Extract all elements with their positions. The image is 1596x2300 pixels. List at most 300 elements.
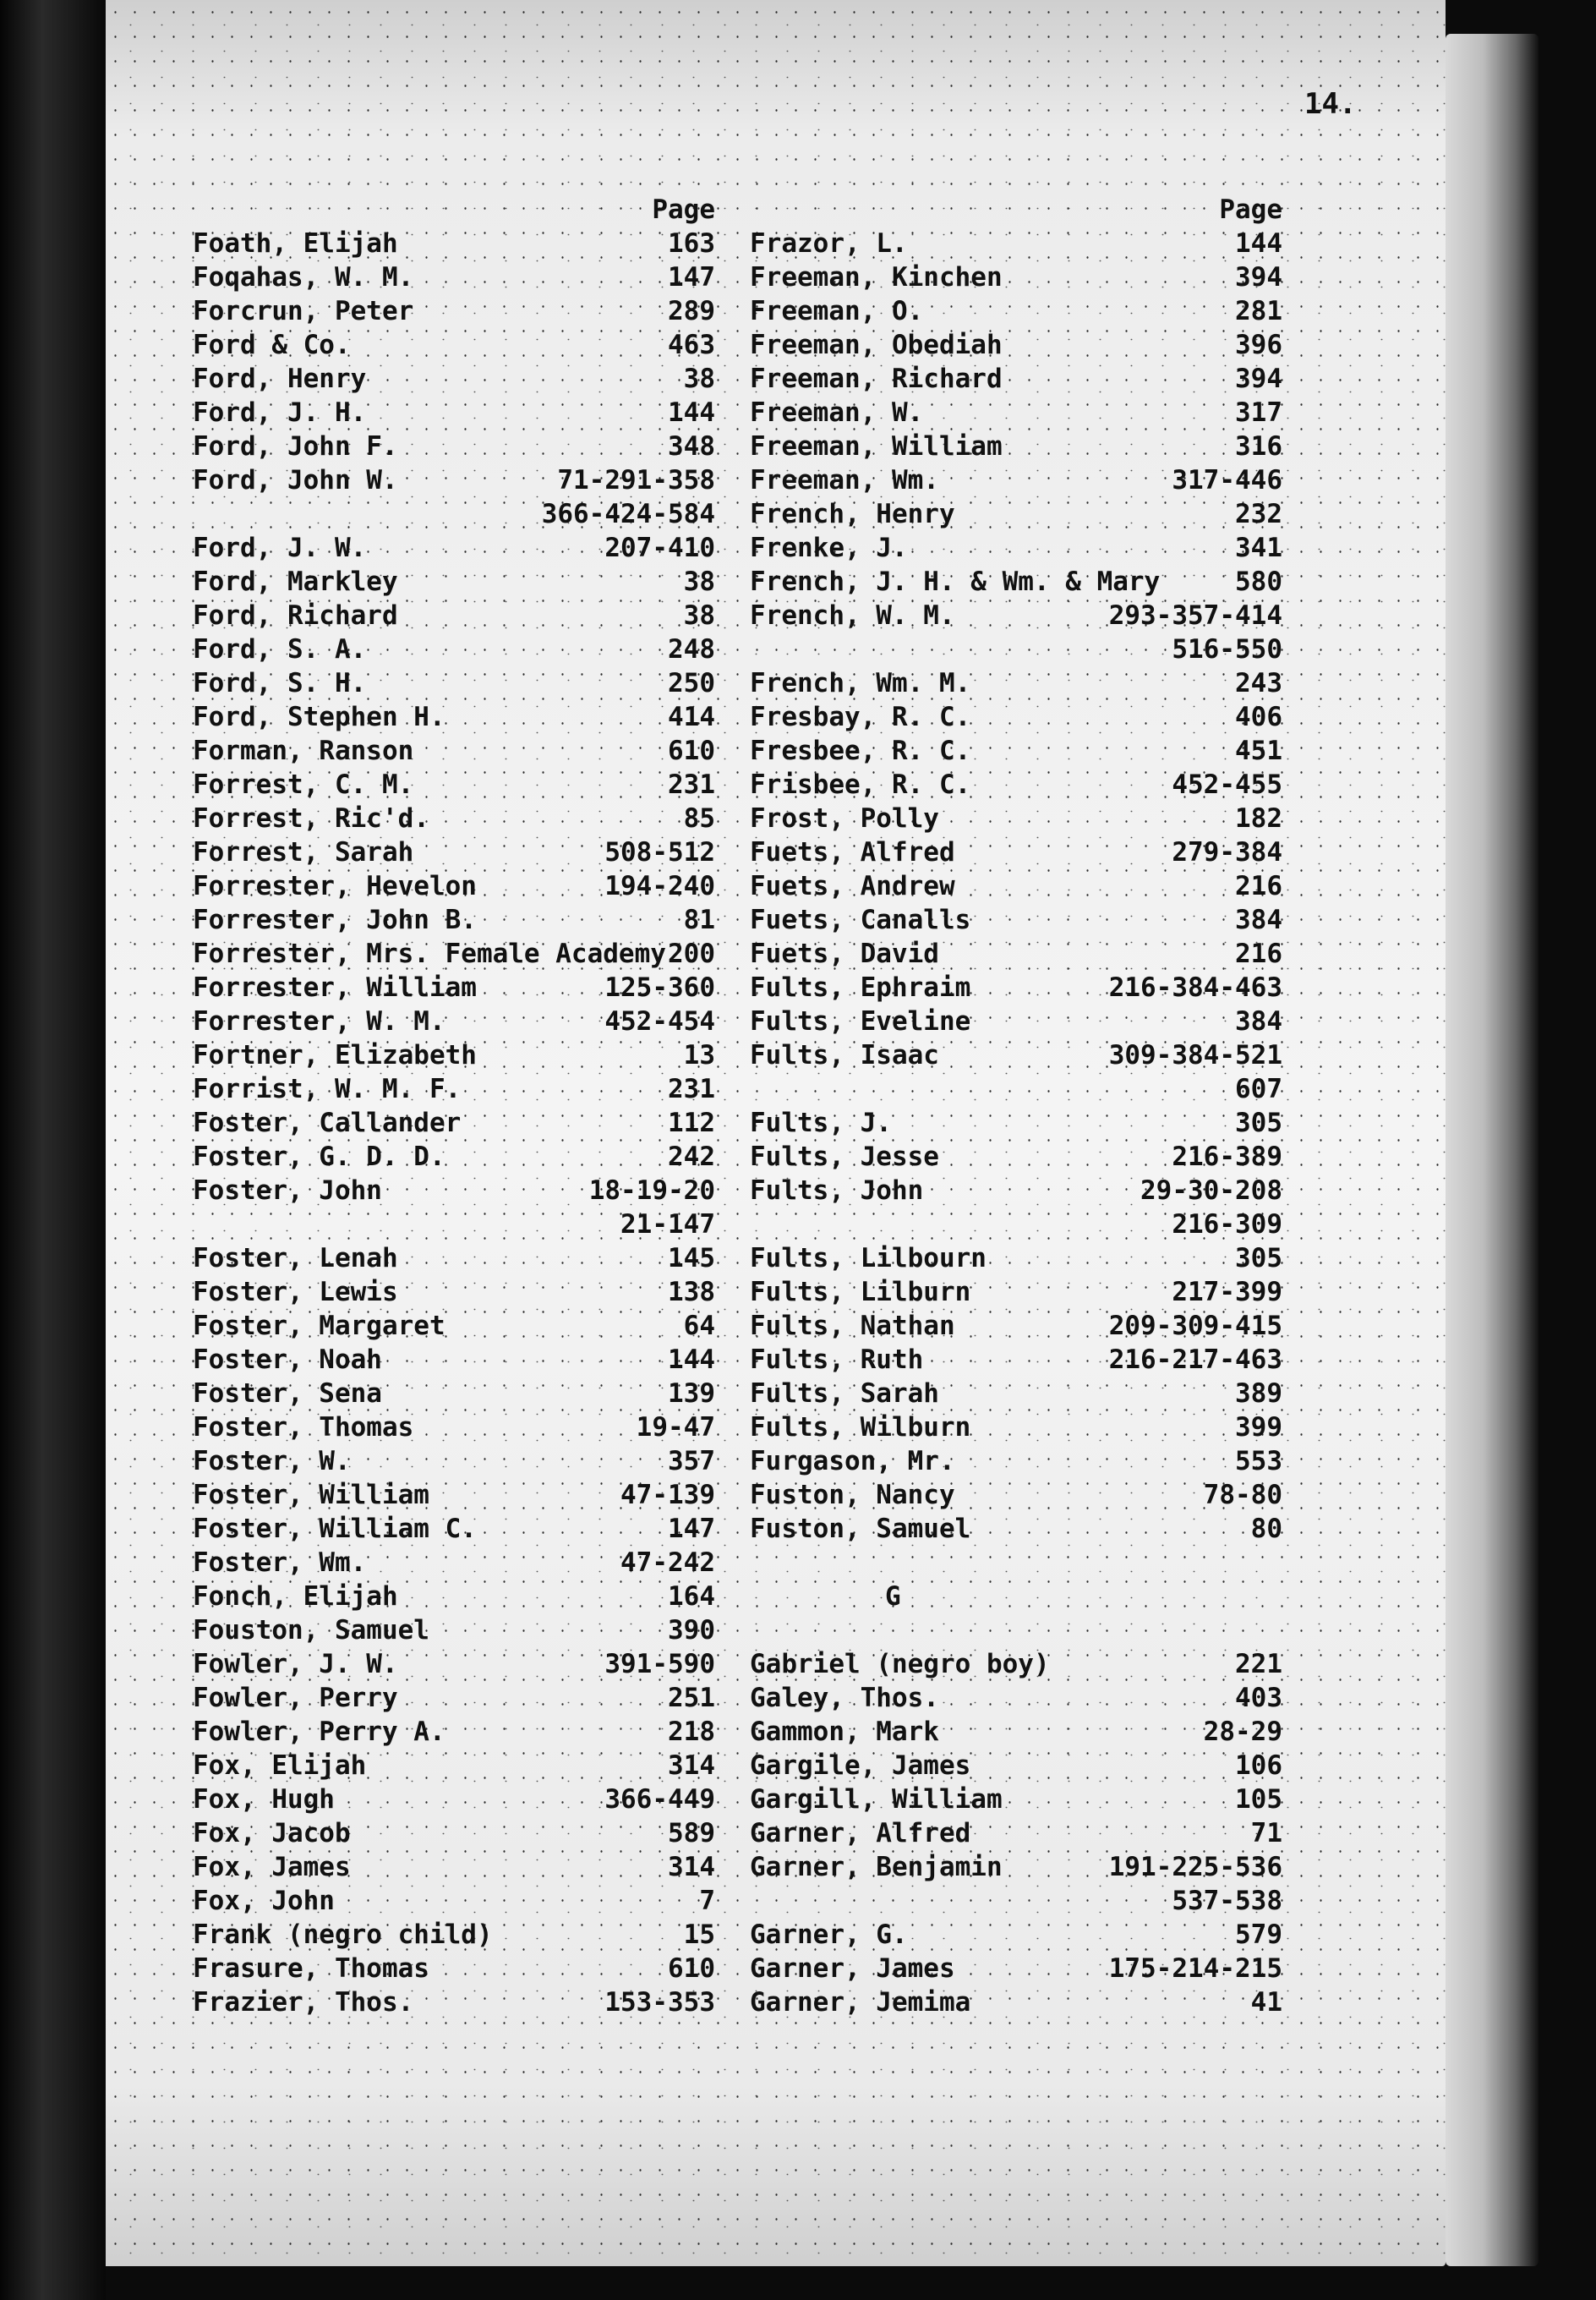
index-entry (193, 1985, 715, 2019)
entry-pages: 7 (699, 1886, 715, 1916)
index-entry (193, 1816, 715, 1850)
index-entry (750, 1816, 1282, 1850)
index-entry (193, 903, 715, 937)
index-entry (193, 1580, 715, 1613)
entry-pages: 194-240 (604, 871, 715, 901)
entry-pages: 396 (1235, 330, 1282, 360)
entry-pages: 391-590 (604, 1649, 715, 1679)
entry-name: Freeman, Wm. (750, 465, 939, 496)
entry-pages: 47-242 (620, 1547, 715, 1578)
entry-name: Fults, Wilburn (750, 1412, 971, 1443)
entry-name: Fuston, Samuel (750, 1514, 971, 1544)
index-entry (193, 1038, 715, 1072)
index-entry (750, 430, 1282, 463)
entry-pages: 138 (668, 1277, 715, 1307)
entry-pages: 607 (1235, 1074, 1282, 1104)
entry-pages: 106 (1235, 1750, 1282, 1781)
entry-name: Fuets, David (750, 939, 939, 969)
index-entry (193, 1275, 715, 1309)
entry-pages: 589 (668, 1818, 715, 1848)
entry-pages: 232 (1235, 499, 1282, 529)
entry-pages: 394 (1235, 364, 1282, 394)
entry-name: Fuets, Andrew (750, 871, 955, 901)
index-entry (193, 396, 715, 430)
entry-name: Fults, Lilburn (750, 1277, 971, 1307)
section-letter: G (885, 1581, 901, 1612)
index-entry (750, 328, 1282, 362)
index-entry (750, 1444, 1282, 1478)
index-entry (750, 666, 1282, 700)
entry-pages: 279-384 (1172, 837, 1282, 868)
index-entry (750, 260, 1282, 294)
index-entry (193, 937, 715, 971)
index-entry (750, 835, 1282, 869)
index-entry (193, 294, 715, 328)
entry-pages: 231 (668, 1074, 715, 1104)
entry-pages: 125-360 (604, 972, 715, 1003)
index-entry (193, 1174, 715, 1208)
entry-name: Fults, Nathan (750, 1311, 955, 1341)
index-entry (750, 1952, 1282, 1985)
entry-pages: 71-291-358 (557, 465, 715, 496)
entry-name: Gabriel (negro boy) (750, 1649, 1050, 1679)
index-entry (193, 1140, 715, 1174)
index-entry (750, 903, 1282, 937)
entry-pages: 242 (668, 1142, 715, 1172)
index-entry (193, 632, 715, 666)
index-entry (750, 1275, 1282, 1309)
entry-name: Frenke, J. (750, 533, 908, 563)
entry-pages: 452-454 (604, 1006, 715, 1037)
entry-name: Foster, Callander (193, 1108, 462, 1138)
entry-pages: 200 (668, 939, 715, 969)
entry-pages: 309-384-521 (1108, 1040, 1282, 1071)
entry-name: Frasure, Thomas (193, 1953, 429, 1984)
entry-name: Fults, J. (750, 1108, 892, 1138)
index-entry (750, 971, 1282, 1005)
entry-pages: 38 (683, 567, 715, 597)
index-entry (750, 1309, 1282, 1343)
index-entry (750, 1174, 1282, 1208)
entry-pages: 341 (1235, 533, 1282, 563)
entry-pages: 209-309-415 (1108, 1311, 1282, 1341)
index-entry (193, 768, 715, 802)
entry-pages: 216-384-463 (1108, 972, 1282, 1003)
entry-pages: 81 (683, 905, 715, 935)
entry-pages: 105 (1235, 1784, 1282, 1815)
index-entry (193, 328, 715, 362)
entry-pages: 71 (1250, 1818, 1282, 1848)
entry-pages: 305 (1235, 1108, 1282, 1138)
section-letter-row (750, 1580, 1282, 1613)
entry-pages: 610 (668, 1953, 715, 1984)
index-entry (750, 1681, 1282, 1715)
entry-name: Garner, Alfred (750, 1818, 971, 1848)
index-entry (193, 497, 715, 531)
index-entry (750, 1749, 1282, 1782)
entry-name: Ford, John W. (193, 465, 398, 496)
entry-pages: 537-538 (1172, 1886, 1282, 1916)
entry-name: French, Wm. M. (750, 668, 971, 698)
index-entry (193, 666, 715, 700)
entry-name: Forman, Ranson (193, 736, 414, 766)
index-entry (750, 1715, 1282, 1749)
entry-pages: 251 (668, 1683, 715, 1713)
entry-name: Fresbay, R. C. (750, 702, 971, 732)
index-entry (193, 1410, 715, 1444)
entry-pages: 85 (683, 803, 715, 834)
entry-pages: 144 (668, 397, 715, 428)
entry-pages: 139 (668, 1378, 715, 1409)
index-column-left (193, 193, 715, 2019)
index-entry (193, 1918, 715, 1952)
index-entry (193, 1377, 715, 1410)
entry-name: Fowler, Perry (193, 1683, 398, 1713)
index-entry (193, 1478, 715, 1512)
index-entry (193, 1613, 715, 1647)
entry-name: Ford & Co. (193, 330, 351, 360)
entry-name: Fults, Ephraim (750, 972, 971, 1003)
index-entry (750, 1410, 1282, 1444)
entry-name: Forrester, John B. (193, 905, 477, 935)
entry-pages: 29-30-208 (1140, 1175, 1282, 1206)
index-entry (750, 1005, 1282, 1038)
entry-pages: 403 (1235, 1683, 1282, 1713)
index-entry (193, 1005, 715, 1038)
entry-pages: 357 (668, 1446, 715, 1476)
entry-name: Fults, Lilbourn (750, 1243, 987, 1273)
index-entry (193, 362, 715, 396)
page-column-header: Page (652, 194, 715, 225)
entry-pages: 243 (1235, 668, 1282, 698)
entry-name: Fonch, Elijah (193, 1581, 398, 1612)
entry-name: Foath, Elijah (193, 228, 398, 259)
entry-name: Freeman, Kinchen (750, 262, 1003, 293)
index-entry (193, 1850, 715, 1884)
entry-name: Ford, Richard (193, 600, 398, 631)
entry-pages: 553 (1235, 1446, 1282, 1476)
entry-name: Frost, Polly (750, 803, 939, 834)
entry-name: Freeman, Obediah (750, 330, 1003, 360)
index-entry (193, 835, 715, 869)
entry-name: Fox, Elijah (193, 1750, 367, 1781)
entry-name: Gargill, William (750, 1784, 1003, 1815)
entry-pages: 366-424-584 (541, 499, 715, 529)
index-entries (750, 227, 1282, 2019)
entry-pages: 175-214-215 (1108, 1953, 1282, 1984)
index-entry (750, 1208, 1282, 1241)
entry-name: Frazier, Thos. (193, 1987, 414, 2018)
entry-name: Gargile, James (750, 1750, 971, 1781)
index-entry (193, 1309, 715, 1343)
entry-pages: 38 (683, 600, 715, 631)
index-entry (750, 1985, 1282, 2019)
entry-name: French, Henry (750, 499, 955, 529)
entry-name: Frazor, L. (750, 228, 908, 259)
entry-name: Foster, John (193, 1175, 382, 1206)
entry-pages: 13 (683, 1040, 715, 1071)
entry-name: Fox, Jacob (193, 1818, 351, 1848)
entry-pages: 289 (668, 296, 715, 326)
index-entry (750, 294, 1282, 328)
entry-name: Fresbee, R. C. (750, 736, 971, 766)
index-entry (750, 1038, 1282, 1072)
entry-pages: 580 (1235, 567, 1282, 597)
index-entry (193, 1681, 715, 1715)
entry-pages: 217-399 (1172, 1277, 1282, 1307)
index-entry (750, 1377, 1282, 1410)
entry-name: Freeman, Richard (750, 364, 1003, 394)
entry-pages: 250 (668, 668, 715, 698)
index-entry (193, 260, 715, 294)
entry-pages: 316 (1235, 431, 1282, 462)
index-entry (193, 1106, 715, 1140)
entry-pages: 317 (1235, 397, 1282, 428)
entry-name: Fox, James (193, 1852, 351, 1882)
entry-name: Fults, John (750, 1175, 924, 1206)
entry-name: Ford, John F. (193, 431, 398, 462)
index-entry (193, 971, 715, 1005)
entry-name: Fox, John (193, 1886, 335, 1916)
index-entry (193, 227, 715, 260)
entry-name: Foster, Lenah (193, 1243, 398, 1273)
index-entry (750, 1884, 1282, 1918)
entry-name: Garner, Jemima (750, 1987, 971, 2018)
entry-name: Fuston, Nancy (750, 1480, 955, 1510)
entry-name: Foster, G. D. D. (193, 1142, 445, 1172)
index-entry (193, 1444, 715, 1478)
index-entry (750, 1072, 1282, 1106)
entry-name: Fults, Ruth (750, 1344, 924, 1375)
index-entry (193, 869, 715, 903)
index-entry (750, 1546, 1282, 1580)
entry-pages: 463 (668, 330, 715, 360)
index-entry (750, 1106, 1282, 1140)
index-entry (750, 632, 1282, 666)
entry-name: Freeman, William (750, 431, 1003, 462)
entry-pages: 163 (668, 228, 715, 259)
entry-name: Ford, Markley (193, 567, 398, 597)
entry-name: Ford, S. H. (193, 668, 367, 698)
entry-pages: 248 (668, 634, 715, 665)
entry-pages: 452-455 (1172, 769, 1282, 800)
entry-pages: 216 (1235, 939, 1282, 969)
entry-name: French, J. H. & Wm. & Mary (750, 567, 1161, 597)
entry-name: Foster, Lewis (193, 1277, 398, 1307)
index-entry (750, 937, 1282, 971)
entry-name: Fouston, Samuel (193, 1615, 429, 1646)
entry-pages: 64 (683, 1311, 715, 1341)
entry-name: Garner, G. (750, 1919, 908, 1950)
entry-pages: 579 (1235, 1919, 1282, 1950)
index-entry (193, 1072, 715, 1106)
entry-name: Fuets, Canalls (750, 905, 971, 935)
entry-pages: 451 (1235, 736, 1282, 766)
entry-pages: 394 (1235, 262, 1282, 293)
entry-pages: 293-357-414 (1108, 600, 1282, 631)
entry-name: Forrester, Hevelon (193, 871, 477, 901)
entry-pages: 414 (668, 702, 715, 732)
index-entry (750, 734, 1282, 768)
entry-pages: 281 (1235, 296, 1282, 326)
index-entry (750, 227, 1282, 260)
entry-name: Garner, James (750, 1953, 955, 1984)
entry-name: Foster, Thomas (193, 1412, 414, 1443)
entry-name: Forrist, W. M. F. (193, 1074, 462, 1104)
entry-name: Galey, Thos. (750, 1683, 939, 1713)
page-column-header: Page (1219, 194, 1282, 225)
entry-name: Foster, Sena (193, 1378, 382, 1409)
entry-pages: 80 (1250, 1514, 1282, 1544)
entry-pages: 144 (668, 1344, 715, 1375)
entry-pages: 147 (668, 1514, 715, 1544)
entry-pages: 221 (1235, 1649, 1282, 1679)
entry-name: Fults, Sarah (750, 1378, 939, 1409)
entry-name: Forrest, Sarah (193, 837, 414, 868)
entry-name: Foster, William C. (193, 1514, 477, 1544)
entry-pages: 182 (1235, 803, 1282, 834)
entry-name: Fowler, Perry A. (193, 1717, 445, 1747)
index-entry (750, 1918, 1282, 1952)
entry-pages: 508-512 (604, 837, 715, 868)
entry-pages: 231 (668, 769, 715, 800)
entry-name: Forrester, W. M. (193, 1006, 445, 1037)
index-entry (193, 1208, 715, 1241)
index-entry (750, 1850, 1282, 1884)
entry-name: Fowler, J. W. (193, 1649, 398, 1679)
entry-pages: 314 (668, 1852, 715, 1882)
index-entry (750, 1782, 1282, 1816)
entry-pages: 366-449 (604, 1784, 715, 1815)
entry-name: Forcrun, Peter (193, 296, 414, 326)
index-entry (193, 463, 715, 497)
entry-name: Foster, William (193, 1480, 429, 1510)
index-entry (193, 802, 715, 835)
entry-name: Fults, Isaac (750, 1040, 939, 1071)
entry-pages: 384 (1235, 1006, 1282, 1037)
index-entry (750, 497, 1282, 531)
entry-pages: 389 (1235, 1378, 1282, 1409)
index-column-right (750, 193, 1282, 2019)
index-entry (750, 1140, 1282, 1174)
entry-pages: 314 (668, 1750, 715, 1781)
index-entry (193, 1546, 715, 1580)
index-entry (193, 1749, 715, 1782)
index-entry (750, 1343, 1282, 1377)
entry-name: Foster, Wm. (193, 1547, 367, 1578)
entry-pages: 191-225-536 (1108, 1852, 1282, 1882)
page-number: 14. (1304, 87, 1357, 121)
index-entry (193, 1884, 715, 1918)
index-entry (750, 1478, 1282, 1512)
entry-name: Freeman, O. (750, 296, 924, 326)
entry-name: Furgason, Mr. (750, 1446, 955, 1476)
entry-name: Foster, Margaret (193, 1311, 445, 1341)
index-entry (750, 1241, 1282, 1275)
index-entry (193, 1512, 715, 1546)
entry-pages: 147 (668, 262, 715, 293)
entry-pages: 15 (683, 1919, 715, 1950)
entry-name: Ford, Stephen H. (193, 702, 445, 732)
index-entry (750, 768, 1282, 802)
entry-pages: 384 (1235, 905, 1282, 935)
entry-pages: 216-309 (1172, 1209, 1282, 1240)
index-entry (193, 565, 715, 599)
entry-name: Fortner, Elizabeth (193, 1040, 477, 1071)
entry-pages: 216-389 (1172, 1142, 1282, 1172)
entry-pages: 399 (1235, 1412, 1282, 1443)
index-entries (193, 227, 715, 2019)
index-entry (750, 565, 1282, 599)
index-entry (193, 1952, 715, 1985)
entry-pages: 305 (1235, 1243, 1282, 1273)
entry-name: Foqahas, W. M. (193, 262, 414, 293)
index-entry (193, 1241, 715, 1275)
entry-pages: 144 (1235, 228, 1282, 259)
index-entry (193, 1647, 715, 1681)
entry-pages: 317-446 (1172, 465, 1282, 496)
entry-name: Ford, S. A. (193, 634, 367, 665)
entry-pages: 112 (668, 1108, 715, 1138)
index-entry (750, 463, 1282, 497)
index-entry (750, 599, 1282, 632)
entry-name: French, W. M. (750, 600, 955, 631)
entry-pages: 19-47 (636, 1412, 715, 1443)
entry-pages: 216 (1235, 871, 1282, 901)
index-entry (193, 1782, 715, 1816)
entry-pages: 28-29 (1203, 1717, 1282, 1747)
book-spine (0, 0, 106, 2300)
entry-name: Garner, Benjamin (750, 1852, 1003, 1882)
entry-pages: 218 (668, 1717, 715, 1747)
entry-pages: 164 (668, 1581, 715, 1612)
index-entry (750, 1647, 1282, 1681)
entry-pages: 38 (683, 364, 715, 394)
index-entry (193, 700, 715, 734)
index-entry (193, 430, 715, 463)
entry-name: Ford, J. H. (193, 397, 367, 428)
index-entry (750, 700, 1282, 734)
page-edge (1446, 34, 1539, 2266)
entry-name: Fuets, Alfred (750, 837, 955, 868)
index-entry (193, 734, 715, 768)
index-entry (750, 1512, 1282, 1546)
entry-name: Fults, Eveline (750, 1006, 971, 1037)
entry-pages: 390 (668, 1615, 715, 1646)
entry-pages: 610 (668, 736, 715, 766)
entry-pages: 21-147 (620, 1209, 715, 1240)
entry-name: Ford, J. W. (193, 533, 367, 563)
entry-name: Gammon, Mark (750, 1717, 939, 1747)
entry-name: Fox, Hugh (193, 1784, 335, 1815)
entry-pages: 41 (1250, 1987, 1282, 2018)
entry-name: Forrester, William (193, 972, 477, 1003)
entry-name: Frank (negro child) (193, 1919, 493, 1950)
index-entry (193, 1343, 715, 1377)
index-entry (750, 802, 1282, 835)
entry-name: Fults, Jesse (750, 1142, 939, 1172)
entry-pages: 153-353 (604, 1987, 715, 2018)
index-entry (750, 869, 1282, 903)
entry-name: Foster, Noah (193, 1344, 382, 1375)
index-entry (193, 1715, 715, 1749)
entry-pages: 516-550 (1172, 634, 1282, 665)
entry-name: Freeman, W. (750, 397, 924, 428)
entry-name: Forrest, C. M. (193, 769, 414, 800)
entry-name: Frisbee, R. C. (750, 769, 971, 800)
entry-pages: 406 (1235, 702, 1282, 732)
index-entry (193, 531, 715, 565)
